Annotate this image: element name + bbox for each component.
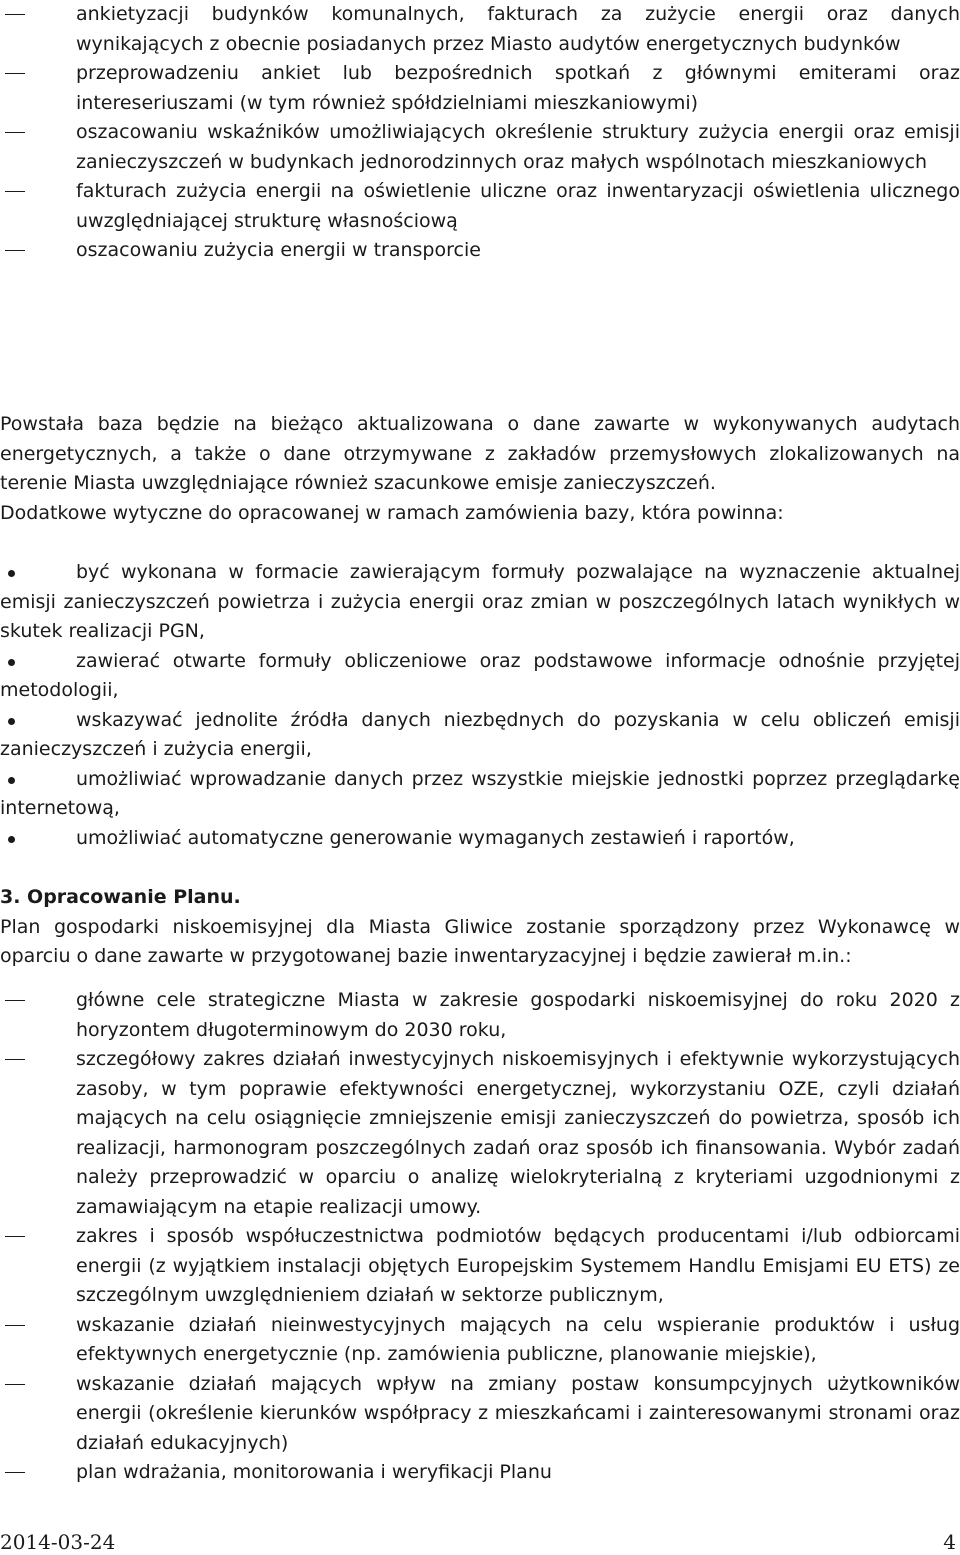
guidelines-bullet-list bbox=[0, 558, 960, 853]
bullet-text: wskazywać jednolite źródła danych niezbędnych do pozyskania w celu obliczeń emisji zanieczyszczeń i zużycia energii, bbox=[0, 708, 960, 760]
bullet-text: być wykonana w formacie zawierającym formuły pozwalające na wyznaczenie aktualnej emisji zanieczyszczeń powietrza i zużycia energii oraz zmian w poszczególnych latach wynikłych w skutek realizacji PGN, bbox=[0, 561, 960, 642]
list-item-text: plan wdrażania, monitorowania i weryfikacji Planu bbox=[76, 1461, 552, 1483]
bullet-item bbox=[0, 824, 960, 854]
list-item bbox=[0, 1458, 960, 1488]
list-item bbox=[0, 1370, 960, 1459]
section-plan bbox=[0, 883, 960, 972]
list-item-text: oszacowaniu wskaźników umożliwiających określenie struktury zużycia energii oraz emisji zanieczyszczeń w budynkach jednorodzinnych oraz małych wspólnotach mieszkaniowych bbox=[76, 121, 960, 173]
list-item-text: główne cele strategiczne Miasta w zakresie gospodarki niskoemisyjnej do roku 2020 z horyzontem długoterminowym do 2030 roku, bbox=[76, 989, 960, 1041]
list-item-text: ankietyzacji budynków komunalnych, fakturach za zużycie energii oraz danych wynikających z obecnie posiadanych przez Miasto audytów energetycznych budynków bbox=[76, 3, 960, 55]
list-item bbox=[0, 118, 960, 177]
dash-icon bbox=[5, 250, 25, 251]
dash-icon bbox=[5, 1384, 25, 1385]
list-item-text: szczegółowy zakres działań inwestycyjnych niskoemisyjnych i efektywnie wykorzystujących zasoby, w tym poprawie efektywności energetycznej, wykorzystaniu OZE, czyli działań mających na celu osiągnięcie zmniejszenie emisji zanieczyszczeń do powietrza, sposób ich realizacji, harmonogram poszczególnych zadań oraz sposób ich finansowania. Wybór zadań należy przeprowadzić w oparciu o analizę wielokryterialną z kryteriami uzgodnionymi z zamawiającym na etapie realizacji umowy. bbox=[76, 1048, 960, 1218]
bullet-icon bbox=[8, 836, 15, 843]
list-item bbox=[0, 59, 960, 118]
list-item bbox=[0, 0, 960, 59]
section-heading: 3. Opracowanie Planu. bbox=[0, 886, 241, 908]
list-item-text: oszacowaniu zużycia energii w transporcie bbox=[76, 239, 481, 261]
list-item bbox=[0, 986, 960, 1045]
list-item-text: zakres i sposób współuczestnictwa podmiotów będących producentami i/lub odbiorcami energii (z wyjątkiem instalacji objętych Europejskim Systemem Handlu Emisjami EU ETS) ze szczególnym uwzględnieniem działań w sektorze publicznym, bbox=[76, 1225, 960, 1306]
list-item bbox=[0, 1311, 960, 1370]
dash-icon bbox=[5, 1059, 25, 1060]
dash-icon bbox=[5, 191, 25, 192]
plan-paragraph: Plan gospodarki niskoemisyjnej dla Miasta Gliwice zostanie sporządzony przez Wykonawcę w oparciu o dane zawarte w przygotowanej bazie inwentaryzacyjnej i będzie zawierał m.in.: bbox=[0, 915, 960, 967]
data-sources-list bbox=[0, 0, 960, 266]
bullet-item bbox=[0, 765, 960, 824]
dash-icon bbox=[5, 14, 25, 15]
dash-icon bbox=[5, 1325, 25, 1326]
plan-contents-list bbox=[0, 986, 960, 1488]
dash-icon bbox=[5, 73, 25, 74]
bullet-item bbox=[0, 558, 960, 647]
list-item bbox=[0, 177, 960, 236]
page-number: 4 bbox=[943, 1530, 956, 1554]
list-item-text: przeprowadzeniu ankiet lub bezpośrednich spotkań z głównymi emiterami oraz intereseriuszami (w tym również spółdzielniami mieszkaniowymi) bbox=[76, 62, 960, 114]
bullet-icon bbox=[8, 718, 15, 725]
bullet-icon bbox=[8, 570, 15, 577]
bullet-icon bbox=[8, 659, 15, 666]
bullet-item bbox=[0, 647, 960, 706]
list-item-text: wskazanie działań nieinwestycyjnych mających na celu wspieranie produktów i usług efektywnych energetycznie (np. zamówienia publiczne, planowanie miejskie), bbox=[76, 1313, 960, 1365]
bullet-text: umożliwiać wprowadzanie danych przez wszystkie miejskie jednostki poprzez przeglądarkę internetową, bbox=[0, 767, 960, 819]
list-item-text: fakturach zużycia energii na oświetlenie uliczne oraz inwentaryzacji oświetlenia ulicznego uwzględniającej strukturę własnościową bbox=[76, 180, 960, 232]
dash-icon bbox=[5, 1472, 25, 1473]
list-item bbox=[0, 1222, 960, 1311]
bullet-text: umożliwiać automatyczne generowanie wymaganych zestawień i raportów, bbox=[76, 826, 795, 849]
list-item-text: wskazanie działań mających wpływ na zmiany postaw konsumpcyjnych użytkowników energii (określenie kierunków współpracy z mieszkańcami i zainteresowanymi stronami oraz działań edukacyjnych) bbox=[76, 1372, 960, 1454]
footer-date: 2014-03-24 bbox=[0, 1530, 116, 1554]
list-item bbox=[0, 1045, 960, 1222]
dash-icon bbox=[5, 1000, 25, 1001]
guidelines-intro: Dodatkowe wytyczne do opracowanej w ramach zamówienia bazy, która powinna: bbox=[0, 501, 784, 524]
dash-icon bbox=[5, 1236, 25, 1237]
base-update-paragraph bbox=[0, 410, 960, 528]
dash-icon bbox=[5, 132, 25, 133]
bullet-icon bbox=[8, 777, 15, 784]
paragraph-text: Powstała baza będzie na bieżąco aktualizowana o dane zawarte w wykonywanych audytach energetycznych, a także o dane otrzymywane z zakładów przemysłowych zlokalizowanych na terenie Miasta uwzględniające również szacunkowe emisje zanieczyszczeń. bbox=[0, 413, 960, 494]
bullet-item bbox=[0, 706, 960, 765]
list-item bbox=[0, 236, 960, 266]
bullet-text: zawierać otwarte formuły obliczeniowe oraz podstawowe informacje odnośnie przyjętej metodologii, bbox=[0, 649, 960, 701]
page-footer bbox=[0, 1529, 960, 1555]
